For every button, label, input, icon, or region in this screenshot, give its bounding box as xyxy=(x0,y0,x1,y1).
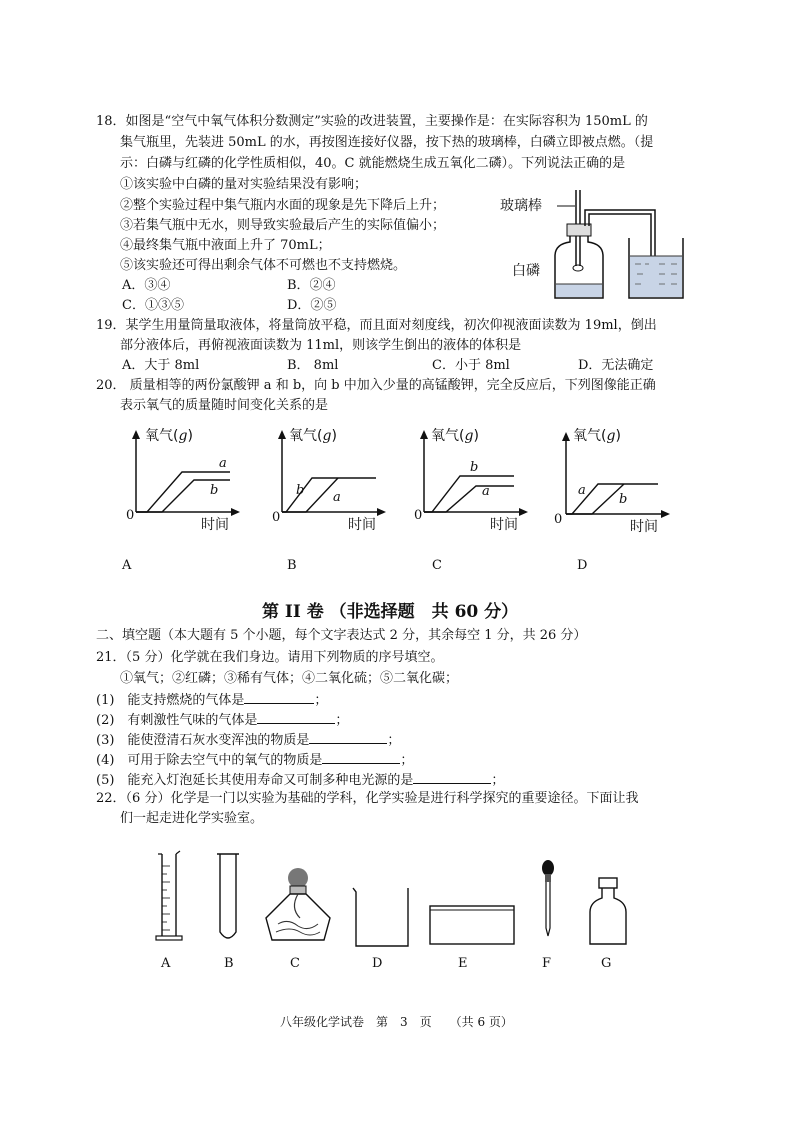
q18-line1: 18．如图是“空气中氧气体积分数测定”实验的改进装置，主要操作是：在实际容积为 150mL 的 xyxy=(96,114,648,129)
x-axis-label: 时间 xyxy=(630,519,658,535)
equipment-label-g: G xyxy=(601,956,612,971)
q18-statement-4: ④最终集气瓶中液面上升了 70mL； xyxy=(120,238,331,253)
q20-line2: 表示氧气的质量随时间变化关系的是 xyxy=(120,398,329,413)
q22-line2: 们一起走进化学实验室。 xyxy=(120,811,264,826)
answer-blank[interactable] xyxy=(309,731,387,744)
q21-items: ①氧气；②红磷；③稀有气体；④二氧化硫；⑤二氧化碳； xyxy=(120,671,459,686)
graduated-cylinder-icon xyxy=(156,851,182,940)
q21-part3: (3) 能使澄清石灰水变浑浊的物质是 ； xyxy=(96,733,401,748)
equipment-label-e: E xyxy=(458,956,468,971)
q19-line2: 部分液体后，再俯视液面读数为 11ml，则该学生倒出的液体的体积是 xyxy=(120,338,522,353)
part2-title: 第 II 卷 （非选择题 共 60 分） xyxy=(262,602,519,622)
answer-blank[interactable] xyxy=(257,711,335,724)
q18-statement-3: ③若集气瓶中无水，则导致实验最后产生的实际值偏小； xyxy=(120,218,446,233)
equipment-label-d: D xyxy=(372,956,383,971)
beaker-icon xyxy=(353,888,408,946)
q18-line2: 集气瓶里，先装进 50mL 的水，再按图连接好仪器，按下热的玻璃棒，白磷立即被点燃。（提 xyxy=(120,135,654,150)
origin-label: 0 xyxy=(554,512,563,527)
y-axis-label: 氧气( xyxy=(145,428,179,444)
equipment-label-f: F xyxy=(542,956,552,971)
q20-line1: 20． 质量相等的两份氯酸钾 a 和 b，向 b 中加入少量的高锰酸钾，完全反应后，下列图像能正确 xyxy=(96,378,656,393)
series-label-lower: b xyxy=(210,483,219,498)
lab-equipment-figure xyxy=(150,848,650,958)
graph-a-letter: A xyxy=(122,558,132,573)
graph-d-letter: D xyxy=(577,558,588,573)
graph-b-plot xyxy=(268,430,388,525)
q18-statement-2: ②整个实验过程中集气瓶内水面的现象是先下降后上升； xyxy=(120,198,446,213)
page-footer: 八年级化学试卷 第 3 页 （共 6 页） xyxy=(280,1015,513,1029)
series-label-upper: b xyxy=(296,483,305,498)
graph-a-plot xyxy=(122,430,242,525)
series-label-lower: a xyxy=(333,490,341,505)
q19-option-c[interactable]: C．小于 8ml xyxy=(432,358,510,373)
equipment-label-b: B xyxy=(224,956,234,971)
y-axis-unit: g xyxy=(322,428,332,444)
series-label-lower: b xyxy=(619,492,628,507)
y-axis-label: 氧气( xyxy=(289,428,323,444)
series-label-upper: a xyxy=(219,456,227,471)
q21-part5: (5) 能充入灯泡延长其使用寿命又可制多种电光源的是 ； xyxy=(96,773,505,788)
section-heading: 二、填空题（本大题有 5 个小题，每个文字表达式 2 分，其余每空 1 分，共 26 分） xyxy=(96,628,587,643)
origin-label: 0 xyxy=(126,508,135,523)
x-axis-label: 时间 xyxy=(201,517,229,533)
graph-b-letter: B xyxy=(287,558,297,573)
x-axis-label: 时间 xyxy=(490,517,518,533)
q21-intro: 21．（5 分）化学就在我们身边。请用下列物质的序号填空。 xyxy=(96,650,444,665)
q18-option-a[interactable]: A．③④ xyxy=(122,278,171,293)
y-axis-unit: g xyxy=(606,428,616,444)
q22-line1: 22．（6 分）化学是一门以实验为基础的学科，化学实验是进行科学探究的重要途径。下面让我 xyxy=(96,791,639,806)
series-label-upper: b xyxy=(470,460,479,475)
q19-line1: 19．某学生用量筒量取液体，将量筒放平稳，而且面对刻度线，初次仰视液面读数为 19ml，倒出 xyxy=(96,318,657,333)
glass-rod-label: 玻璃棒 xyxy=(500,198,542,214)
graph-c-plot xyxy=(410,430,530,525)
equipment-label-c: C xyxy=(290,956,300,971)
q19-option-d[interactable]: D．无法确定 xyxy=(578,358,654,373)
reagent-bottle-icon xyxy=(590,878,626,944)
water-trough-icon xyxy=(430,906,514,944)
q18-statement-5: ⑤该实验还可得出剩余气体不可燃也不支持燃烧。 xyxy=(120,258,407,273)
origin-label: 0 xyxy=(272,510,281,525)
x-axis-label: 时间 xyxy=(348,517,376,533)
answer-blank[interactable] xyxy=(244,691,314,704)
answer-blank[interactable] xyxy=(413,771,491,784)
q19-option-b[interactable]: B． 8ml xyxy=(287,358,339,373)
series-label-lower: a xyxy=(482,484,490,499)
q18-option-c[interactable]: C．①③⑤ xyxy=(122,298,184,313)
q18-option-d[interactable]: D．②⑤ xyxy=(287,298,337,313)
origin-label: 0 xyxy=(414,508,423,523)
series-label-upper: a xyxy=(578,483,586,498)
q21-part4: (4) 可用于除去空气中的氧气的物质是 ； xyxy=(96,753,414,768)
answer-blank[interactable] xyxy=(322,751,400,764)
q19-option-a[interactable]: A．大于 8ml xyxy=(122,358,200,373)
q21-part2: (2) 有刺激性气味的气体是 ； xyxy=(96,713,349,728)
graph-d-plot xyxy=(552,432,672,527)
white-phosphorus-label: 白磷 xyxy=(512,263,540,279)
dropper-icon xyxy=(542,860,554,936)
apparatus-figure xyxy=(545,186,695,304)
q18-line3: 示：白磷与红磷的化学性质相似，40。C 就能燃烧生成五氧化二磷）。下列说法正确的是 xyxy=(120,156,626,171)
alcohol-lamp-icon xyxy=(266,868,330,940)
y-axis-label: 氧气( xyxy=(431,428,465,444)
equipment-label-a: A xyxy=(161,956,171,971)
graph-c-letter: C xyxy=(432,558,442,573)
test-tube-icon xyxy=(217,854,239,938)
q18-statement-1: ①该实验中白磷的量对实验结果没有影响； xyxy=(120,177,368,192)
q18-option-b[interactable]: B．②④ xyxy=(287,278,336,293)
q21-part1: (1) 能支持燃烧的气体是 ； xyxy=(96,693,328,708)
y-axis-unit: g xyxy=(464,428,474,444)
y-axis-unit: g xyxy=(178,428,188,444)
y-axis-label: 氧气( xyxy=(573,428,607,444)
